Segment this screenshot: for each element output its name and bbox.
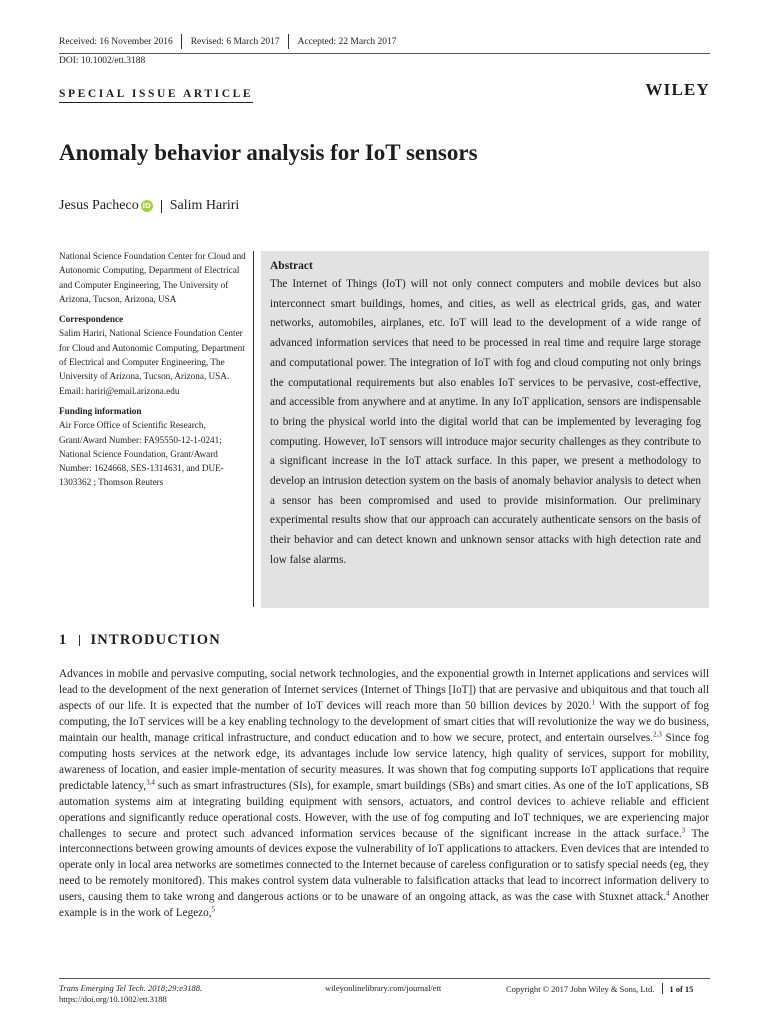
publisher-logo: WILEY [645,80,710,99]
divider [181,34,182,49]
correspondence-heading: Correspondence [59,314,124,325]
accepted-date: Accepted: 22 March 2017 [297,37,397,47]
abstract-box [261,251,709,608]
abstract-text: The Internet of Things (IoT) will not only connect computers and mobile devices but also interconnect smart buildings, homes, and cities, as well as electrical grids, gas, and water networks, automobiles, airplanes, etc. IoT will lead to the development of a wide range of advanced information services that need to be processed in real time and require large storage and computational power. The integration of IoT with fog and cloud computing not only brings the computational requirements but also enables IoT services to be pervasive, cost-effective, and accessible from anywhere and at anytime. In any IoT application, sensors are indispensable to bring the physical world into the digital world that can be implemented by leveraging fog computing. However, IoT sensors will introduce major security challenges as they contribute to a significant increase in the IoT attack surface. In this paper, we present a methodology to develop an intrusion detection system on the basis of anomaly behavior analysis to detect when a sensor has been compromised and used to provide misinformation. Our preliminary experimental results show that our approach can accurately authenticate sensors on the basis of their behavior and can detect known and unknown sensor attacks with high detection rate and low false alarms. [270,278,701,566]
paragraph-text: Since fog computing hosts services at the network edge, its advantages include low service latency, high quality of services, support for mobility, awareness of location, and easier imple-mentation of security measures. It was shown that fog computing supports IoT applications that require predictable latency, [59,731,709,792]
doi: DOI: 10.1002/ett.3188 [59,56,146,66]
citation-link[interactable]: 5 [211,905,216,914]
revised-date: Revised: 6 March 2017 [190,37,280,47]
author-list [59,198,239,214]
author-name: Salim Hariri [169,198,240,213]
citation-link[interactable]: 3 [681,825,686,834]
divider [79,635,80,646]
correspondence-email[interactable]: Email: hariri@email.arizona.edu [59,385,180,396]
orcid-icon[interactable]: iD [142,202,151,210]
paragraph-text: such as smart infrastructures (SIs), for example, smart buildings (SBs) and smart cities. As one of the IoT applications, SB automation systems aim at integrating building equipment with sensors, actuators, and control devices to achieve reliable and efficient operations and significantly reduce operational costs. However, with the use of fog computing and IoT techniques, we are experiencing major challenges to secure and protect such advanced information services because of the significant increase in the attack surface. [59,779,709,840]
citation-link[interactable]: 3,4 [146,777,155,786]
funding-heading: Funding information [59,405,142,416]
copyright-text: Copyright © 2017 John Wiley & Sons, Ltd. [506,983,655,994]
citation-link[interactable]: 2,3 [653,730,662,739]
abstract-heading: Abstract [270,260,313,272]
received-date: Received: 16 November 2016 [59,37,173,47]
author-name: Jesus Pacheco [59,198,139,213]
citation-link[interactable]: 1 [591,698,596,707]
affiliation: National Science Foundation Center for Cloud and Autonomic Computing, Department of Electrical and Computer Engineering, The University of Arizona, Tucson, Arizona, USA [59,251,246,304]
divider [662,983,663,994]
funding-block [59,404,249,490]
footer-citation [59,983,202,1005]
correspondence-text: Salim Hariri, National Science Foundation Center for Cloud and Autonomic Computing, Department of Electrical and Computer Engineering, The University of Arizona, Tucson, Arizona, USA. [59,328,245,382]
funding-text: Air Force Office of Scientific Research, Grant/Award Number: FA95550-12-1-0241; National Science Foundation, Grant/Award Number: 1624668, SES-1314631, and DUE-1303362 ; Thomson Reuters [59,420,224,488]
footer-copyright [506,983,693,994]
section-number: 1 [59,632,68,648]
introduction-paragraph [59,667,709,922]
divider [288,34,289,49]
article-type-label: SPECIAL ISSUE ARTICLE [59,88,253,103]
doi-link[interactable]: https://doi.org/10.1002/ett.3188 [59,994,167,1004]
journal-website-link[interactable]: wileyonlinelibrary.com/journal/ett [325,983,442,993]
paragraph-text: Another example is in the work of Legezo, [59,891,710,920]
correspondence-block [59,312,249,398]
journal-citation: Trans Emerging Tel Tech. 2018;29:e3188. [59,983,203,993]
dates-row [59,37,405,49]
paragraph-text: The interconnections between growing amounts of devices expose the vulnerability of IoT applications to attackers. Even devices that are intended to operate only in local area networks are sometimes connected to the Internet because of careless configuration or to satisfy special needs (eg, they need to be remotely monitored). This makes control system data vulnerable to falsification attacks that lead to incorrect information delivery to users, causing them to take wrong and dangerous actions or to be unaware of an ongoing attack, as was the case with Stuxnet attack. [59,827,709,904]
article-title: Anomaly behavior analysis for IoT sensors [59,140,478,165]
column-divider [253,251,254,607]
header-rule [59,53,710,54]
footer-rule [59,978,710,979]
citation-link[interactable]: 4 [666,889,670,898]
paragraph-text: Advances in mobile and pervasive computing, social network technologies, and the exponential growth in Internet applications and services will lead to the development of the next generation of Internet services (Internet of Things [IoT]) that are pervasive and ubiquitous and that touch all aspects of our life. It is expected that the number of IoT devices will reach more than 50 billion devices by 2020. [59,668,709,712]
section-heading [59,632,221,649]
divider [161,200,162,213]
section-title: INTRODUCTION [90,632,221,648]
page-number: 1 of 15 [669,983,694,994]
paragraph-text: With the support of fog computing, the IoT services will be a key enabling technology to the development of smart cities that will revolutionize the way we do business, maintain our health, manage critical infrastructure, and conduct education and to how we secure, protect, and entertain ourselves. [59,699,709,744]
article-info-column [59,249,249,496]
